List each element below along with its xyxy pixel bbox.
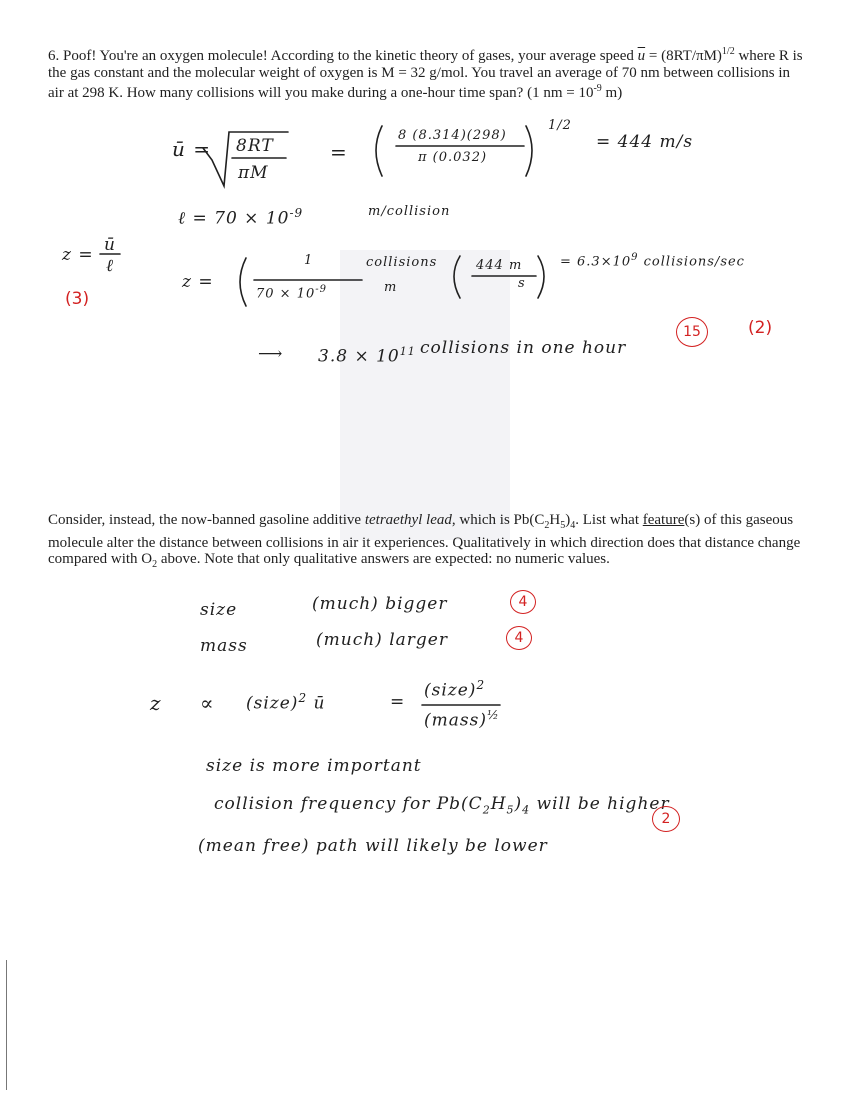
z-left-paren — [240, 258, 246, 306]
q1-text-a: Poof! You're an oxygen molecule! According to the kinetic theory of gases, your average speed — [59, 48, 638, 64]
speed-denominator: π (0.032) — [418, 150, 488, 165]
speed-radical-numerator: 8RT — [236, 136, 274, 156]
q1-exponent: 1/2 — [721, 46, 735, 57]
q2-text-c: H — [549, 512, 561, 528]
prop-den-exponent: ½ — [486, 708, 500, 722]
q2-sub4: 2 — [152, 559, 158, 570]
left-score: 3 — [71, 289, 83, 309]
size-answer: (much) bigger — [312, 594, 448, 614]
z-frac-den-exponent: -9 — [315, 284, 327, 295]
z-line-lhs: z = — [182, 272, 214, 292]
prop-expr-square: 2 — [298, 691, 308, 705]
question-number: 6. — [48, 48, 60, 64]
z-paren-2 — [454, 256, 460, 298]
mass-answer: (much) larger — [316, 630, 448, 650]
z-result-unit: collisions/sec — [643, 254, 745, 270]
hour-result-value: 3.8 × 10 — [318, 346, 400, 367]
equals-1: = — [330, 140, 348, 164]
speed-left-paren — [376, 126, 382, 176]
conclusion-line-3: (mean free) path will likely be lower — [198, 836, 548, 856]
prop-z: z — [150, 691, 162, 715]
z-left-numerator: ū — [104, 235, 116, 255]
prop-num-square: 2 — [476, 678, 486, 692]
q2-sub3: 4 — [570, 520, 576, 531]
prop-den-value: (mass) — [424, 710, 487, 731]
half-exponent: 1/2 — [548, 118, 572, 133]
z-unit-denominator: m — [384, 280, 398, 295]
concl2-c: ) — [514, 794, 523, 814]
z-frac-den-value: 70 × 10 — [256, 286, 316, 302]
concl2-sub2: 5 — [506, 803, 515, 817]
hour-result-exponent: 11 — [399, 345, 416, 358]
speed-right-paren — [526, 126, 532, 176]
hour-arrow: ⟶ — [258, 344, 284, 364]
prop-u: ū — [313, 693, 326, 714]
ell-exponent: -9 — [289, 206, 304, 220]
z-result-value: = 6.3×10 — [560, 254, 632, 270]
speed-lhs: ū = — [172, 137, 211, 161]
q1-text-b: = (8RT/πM) — [645, 48, 722, 64]
speed-score: 2 — [754, 318, 766, 338]
path-score-circle: 2 — [652, 806, 680, 832]
feature-underlined: feature — [642, 512, 685, 528]
concl2-d: will be higher — [530, 794, 670, 814]
total-score-circle: 15 — [676, 317, 708, 347]
z-frac-numerator: 1 — [304, 253, 314, 268]
nm-exponent: -9 — [593, 83, 602, 94]
ell-value: ℓ = 70 × 10 — [178, 208, 290, 229]
u-bar-symbol: $\overline{u}$ — [637, 48, 646, 64]
z-paren-3 — [538, 256, 544, 298]
prop-equals: = — [390, 692, 406, 712]
q2-text-b: , which is Pb(C — [451, 512, 545, 528]
concl2-sub1: 2 — [482, 803, 491, 817]
q2-text-a: Consider, instead, the now-banned gasoline additive — [48, 512, 365, 528]
z-result-exponent: 9 — [631, 252, 639, 263]
sqrt-radical — [203, 132, 288, 186]
concl2-a: collision frequency for Pb(C — [214, 794, 483, 814]
left-score-mark: (3) — [65, 289, 90, 309]
q1-text-c: where R is the gas constant and the molecular weight of oxygen is M = 32 g/mol. You travel an average of 70 nm between collisions in air at 298 K. How many collisions will you make during a one-hour time span? (1 nm = 10 — [48, 48, 803, 101]
prop-num-value: (size) — [424, 680, 477, 701]
q1-text-d: m) — [601, 85, 623, 101]
q2-text-e: . List what — [575, 512, 643, 528]
z-speed-numerator: 444 m — [476, 258, 523, 273]
mass-score-circle: 4 — [506, 626, 532, 650]
speed-radical-denominator: πM — [238, 163, 269, 183]
z-left-label: z = — [62, 245, 94, 265]
hour-result-text: collisions in one hour — [420, 338, 627, 358]
z-unit-numerator: collisions — [366, 255, 438, 270]
mass-label: mass — [200, 636, 248, 656]
ink-strokes — [100, 126, 544, 705]
size-label: size — [200, 600, 238, 620]
z-speed-denominator: s — [518, 276, 526, 291]
tetraethyl-lead-term: tetraethyl lead — [364, 512, 452, 528]
q2-sub1: 2 — [544, 520, 550, 531]
ell-unit: m/collision — [368, 204, 451, 219]
q2-text-g: above. Note that only qualitative answers are expected: no numeric values. — [157, 551, 610, 567]
q2-text-d: ) — [565, 512, 571, 528]
size-score-circle: 4 — [510, 590, 536, 614]
q2-sub2: 5 — [560, 520, 566, 531]
z-left-denominator: ℓ — [106, 256, 115, 276]
prop-expr-value: (size) — [246, 693, 299, 714]
prop-symbol: ∝ — [200, 691, 215, 715]
q2-text-f: (s) of this gaseous molecule alter the distance between collisions in air it experiences. Qualitatively in which direction does that distance change compared with O — [48, 512, 801, 567]
conclusion-line-1: size is more important — [206, 756, 422, 776]
concl2-b: H — [490, 794, 507, 814]
concl2-sub3: 4 — [522, 803, 531, 817]
speed-numerator: 8 (8.314)(298) — [398, 128, 507, 143]
speed-score-mark: (2) — [748, 318, 773, 338]
speed-result: = 444 m/s — [596, 132, 694, 152]
